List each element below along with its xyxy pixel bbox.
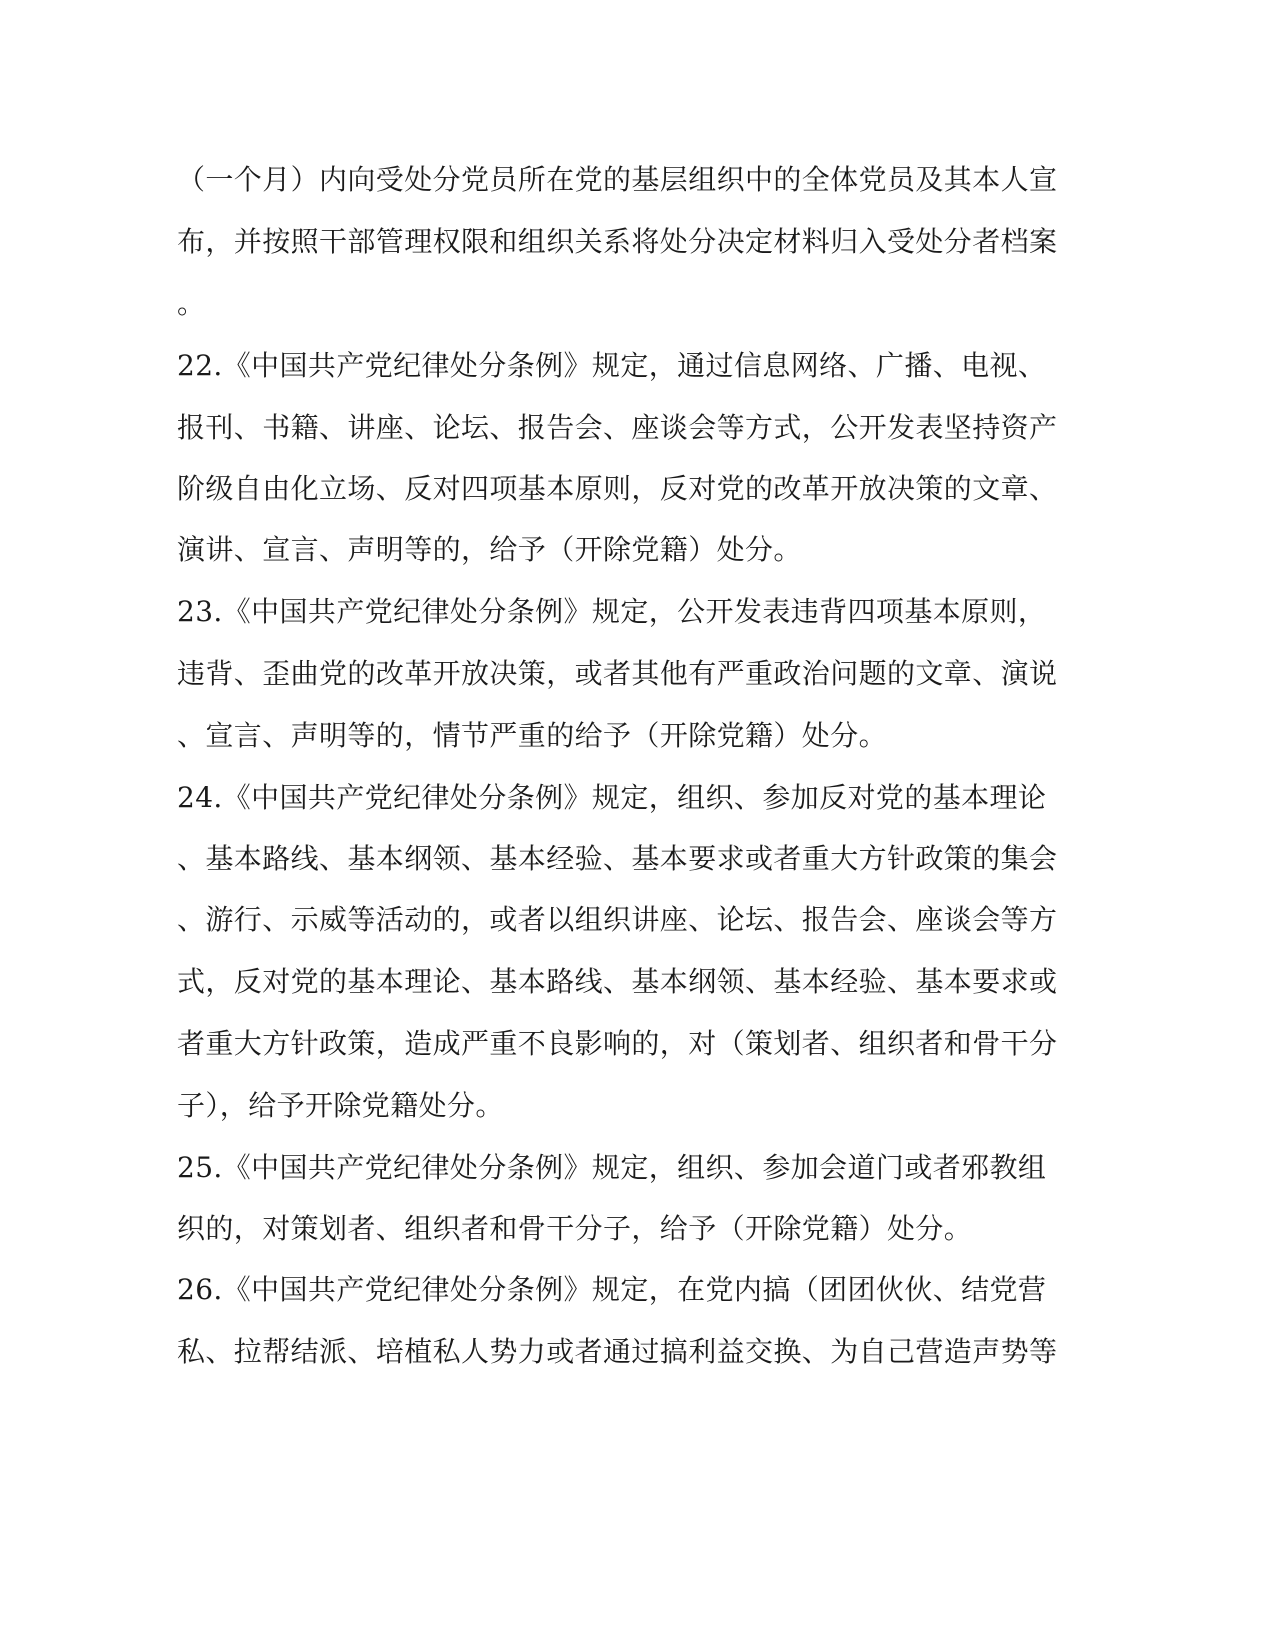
text-line: （一个月）内向受处分党员所在党的基层组织中的全体党员及其本人宣 (177, 163, 1058, 196)
text-line: 式，反对党的基本理论、基本路线、基本纲领、基本经验、基本要求或 (177, 965, 1058, 998)
text-line: 23.《中国共产党纪律处分条例》规定，公开发表违背四项基本原则， (177, 595, 1047, 628)
text-line: 。 (177, 287, 206, 320)
text-line: 织的，对策划者、组织者和骨干分子，给予（开除党籍）处分。 (177, 1212, 973, 1245)
text-line: 报刊、书籍、讲座、论坛、报告会、座谈会等方式，公开发表坚持资产 (177, 411, 1058, 444)
text-line: 演讲、宣言、声明等的，给予（开除党籍）处分。 (177, 533, 802, 566)
text-line: 、基本路线、基本纲领、基本经验、基本要求或者重大方针政策的集会 (177, 842, 1058, 875)
text-line: 26.《中国共产党纪律处分条例》规定，在党内搞（团团伙伙、结党营 (177, 1273, 1047, 1306)
text-line: 、宣言、声明等的，情节严重的给予（开除党籍）处分。 (177, 719, 888, 752)
text-line: 阶级自由化立场、反对四项基本原则，反对党的改革开放决策的文章、 (177, 472, 1058, 505)
text-line: 22.《中国共产党纪律处分条例》规定，通过信息网络、广播、电视、 (177, 349, 1047, 382)
text-line: 子），给予开除党籍处分。 (177, 1089, 504, 1122)
text-line: 25.《中国共产党纪律处分条例》规定，组织、参加会道门或者邪教组 (177, 1151, 1047, 1184)
text-line: 、游行、示威等活动的，或者以组织讲座、论坛、报告会、座谈会等方 (177, 903, 1058, 936)
text-line: 者重大方针政策，造成严重不良影响的，对（策划者、组织者和骨干分 (177, 1027, 1058, 1060)
text-line: 布，并按照干部管理权限和组织关系将处分决定材料归入受处分者档案 (177, 225, 1058, 258)
text-line: 私、拉帮结派、培植私人势力或者通过搞利益交换、为自己营造声势等 (177, 1335, 1058, 1368)
text-line: 24.《中国共产党纪律处分条例》规定，组织、参加反对党的基本理论 (177, 781, 1047, 814)
text-line: 违背、歪曲党的改革开放决策，或者其他有严重政治问题的文章、演说 (177, 657, 1058, 690)
